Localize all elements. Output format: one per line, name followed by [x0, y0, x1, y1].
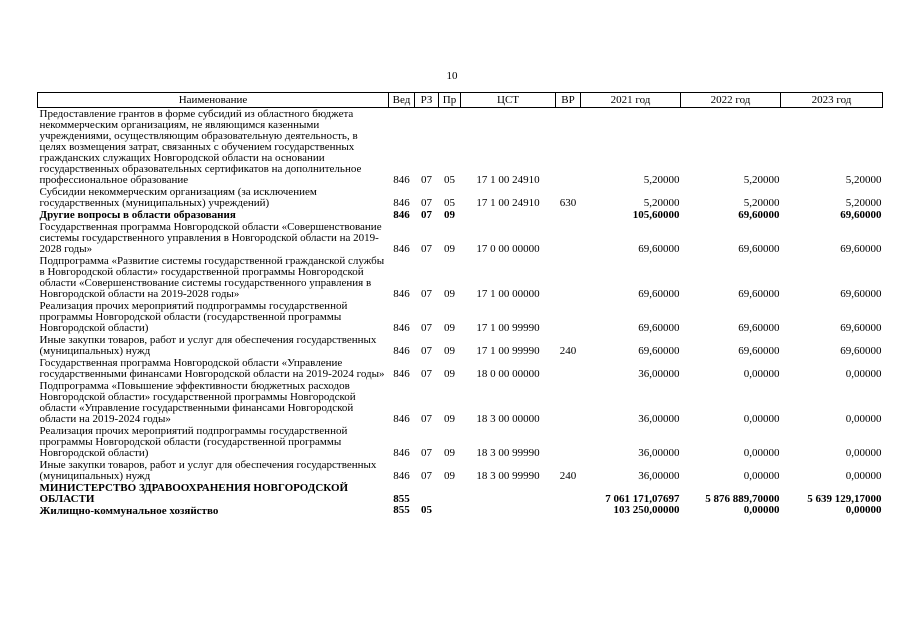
- row-amount-2021: 69,60000: [638, 288, 680, 300]
- row-pr: 09: [444, 322, 455, 334]
- row-name: Иные закупки товаров, работ и услуг для обеспечения государственных (муниципальных) нужд: [39, 459, 377, 482]
- row-rz: 07: [421, 243, 432, 255]
- table-row: [38, 334, 883, 357]
- col-header-2021: 2021 год: [581, 93, 681, 108]
- row-name: Реализация прочих мероприятий подпрограммы государственной программы Новгородской области (государственной программы Новгородской области): [39, 300, 348, 334]
- row-amount-2021: 5,20000: [643, 197, 680, 209]
- row-ved: 846: [393, 368, 410, 380]
- row-rz: 07: [421, 322, 432, 334]
- row-cst: 17 0 00 00000: [476, 243, 540, 255]
- row-rz: 07: [421, 368, 432, 380]
- row-amount-2023: 0,00000: [845, 470, 882, 482]
- row-name: Субсидии некоммерческим организациям (за исключением государственных (муниципальных) учреждений): [39, 186, 317, 209]
- row-amount-2021: 69,60000: [638, 243, 680, 255]
- row-name: Государственная программа Новгородской области «Управление государственными финансами Новгородской области на 2019-2024 годы»: [39, 357, 385, 380]
- row-ved: 846: [393, 413, 410, 425]
- row-pr: 09: [444, 209, 455, 221]
- row-amount-2023: 69,60000: [840, 209, 882, 221]
- row-ved: 846: [393, 174, 410, 186]
- row-pr: 09: [444, 243, 455, 255]
- row-amount-2021: 36,00000: [638, 413, 680, 425]
- row-pr: 09: [444, 470, 455, 482]
- col-header-pr: Пр: [439, 93, 461, 108]
- table-row: [38, 425, 883, 459]
- table-row: [38, 482, 883, 505]
- row-amount-2023: 69,60000: [840, 243, 882, 255]
- row-amount-2021: 36,00000: [638, 447, 680, 459]
- row-name: Государственная программа Новгородской области «Совершенствование системы государственного управления в Новгородской области на 2019-2028 годы»: [39, 221, 382, 255]
- row-amount-2022: 69,60000: [738, 322, 780, 334]
- row-amount-2022: 5,20000: [743, 174, 780, 186]
- row-ved: 846: [393, 197, 410, 209]
- row-amount-2021: 36,00000: [638, 368, 680, 380]
- row-vr: [556, 108, 581, 187]
- row-rz: 05: [421, 504, 432, 516]
- row-amount-2023: 69,60000: [840, 288, 882, 300]
- table-row: [38, 186, 883, 209]
- budget-table: [37, 92, 883, 517]
- row-name: Подпрограмма «Развитие системы государственной гражданской службы в Новгородской области» государственной программы Новгородской области «Совершенствование системы государственного управления в Новгородской области на 2019-2028 годы»: [39, 255, 385, 300]
- table-row: [38, 221, 883, 255]
- col-header-2022: 2022 год: [681, 93, 781, 108]
- row-cst: 18 3 00 99990: [476, 470, 540, 482]
- row-name: Подпрограмма «Повышение эффективности бюджетных расходов Новгородской области» государственной программы Новгородской области «Управление государственными финансами Новгородской области на 2019-2024 годы»: [39, 380, 356, 425]
- row-rz: 07: [421, 197, 432, 209]
- row-amount-2021: 7 061 171,07697: [605, 493, 680, 505]
- row-amount-2022: 0,00000: [743, 447, 780, 459]
- col-header-rz: РЗ: [415, 93, 439, 108]
- row-vr: [556, 255, 581, 300]
- row-cst: [461, 482, 556, 505]
- table-row: [38, 459, 883, 482]
- col-header-cst: ЦСТ: [461, 93, 556, 108]
- row-rz: 07: [421, 447, 432, 459]
- row-amount-2023: 0,00000: [845, 413, 882, 425]
- row-amount-2023: 0,00000: [845, 447, 882, 459]
- row-pr: 09: [444, 447, 455, 459]
- row-pr: 05: [444, 197, 455, 209]
- row-ved: 846: [393, 322, 410, 334]
- col-header-name: Наименование: [38, 93, 389, 108]
- row-vr: [556, 505, 581, 517]
- col-header-ved: Вед: [389, 93, 415, 108]
- row-vr: [556, 300, 581, 334]
- row-amount-2022: 69,60000: [738, 288, 780, 300]
- row-cst: 18 0 00 00000: [476, 368, 540, 380]
- row-pr: 09: [444, 345, 455, 357]
- row-amount-2023: 5 639 129,17000: [807, 493, 882, 505]
- row-vr: [556, 380, 581, 425]
- table-row: [38, 380, 883, 425]
- row-pr: 05: [444, 174, 455, 186]
- row-ved: 846: [393, 288, 410, 300]
- row-ved: 846: [393, 470, 410, 482]
- row-amount-2021: 105,60000: [632, 209, 680, 221]
- row-pr: 09: [444, 413, 455, 425]
- row-amount-2022: 0,00000: [743, 413, 780, 425]
- row-pr: 09: [444, 368, 455, 380]
- row-amount-2023: 69,60000: [840, 345, 882, 357]
- row-amount-2023: 5,20000: [845, 197, 882, 209]
- col-header-vr: ВР: [556, 93, 581, 108]
- row-vr: [556, 482, 581, 505]
- row-ved: 846: [393, 243, 410, 255]
- row-name: Иные закупки товаров, работ и услуг для обеспечения государственных (муниципальных) нужд: [39, 334, 377, 357]
- row-rz: 07: [421, 174, 432, 186]
- row-rz: 07: [421, 209, 432, 221]
- row-amount-2023: 69,60000: [840, 322, 882, 334]
- row-name: Другие вопросы в области образования: [39, 209, 236, 221]
- row-rz: [415, 482, 439, 505]
- row-cst: 17 1 00 24910: [476, 197, 540, 209]
- row-cst: 17 1 00 99990: [476, 345, 540, 357]
- row-amount-2022: 5,20000: [743, 197, 780, 209]
- row-cst: 17 1 00 24910: [476, 174, 540, 186]
- row-ved: 855: [393, 504, 410, 516]
- row-vr: 630: [559, 197, 577, 209]
- table-header-row: [38, 93, 883, 108]
- row-rz: 07: [421, 345, 432, 357]
- row-cst: 18 3 00 99990: [476, 447, 540, 459]
- row-amount-2022: 69,60000: [738, 345, 780, 357]
- row-vr: [556, 221, 581, 255]
- row-vr: 240: [559, 470, 577, 482]
- row-amount-2023: 0,00000: [845, 504, 882, 516]
- table-row: [38, 357, 883, 380]
- table-row: [38, 209, 883, 221]
- row-amount-2023: 5,20000: [845, 174, 882, 186]
- row-name: Предоставление грантов в форме субсидий из областного бюджета некоммерческим организациям, не являющимся казенными учреждениями, осуществляющим образовательную деятельность, в целях возмещения затрат, связанных с обучением государственных гражданских служащих Новгородской области на основании государственных образовательных сертификатов на дополнительное профессиональное образование: [39, 108, 362, 186]
- row-cst: 17 1 00 00000: [476, 288, 540, 300]
- row-ved: 846: [393, 447, 410, 459]
- row-amount-2021: 69,60000: [638, 345, 680, 357]
- row-amount-2022: 69,60000: [738, 243, 780, 255]
- row-cst: [461, 505, 556, 517]
- table-row: [38, 255, 883, 300]
- row-pr: [439, 505, 461, 517]
- table-row: [38, 505, 883, 517]
- row-vr: [556, 425, 581, 459]
- row-cst: 17 1 00 99990: [476, 322, 540, 334]
- row-amount-2023: 0,00000: [845, 368, 882, 380]
- row-ved: 846: [393, 345, 410, 357]
- table-row: [38, 108, 883, 187]
- row-name: Реализация прочих мероприятий подпрограммы государственной программы Новгородской области (государственной программы Новгородской области): [39, 425, 348, 459]
- row-amount-2022: 69,60000: [738, 209, 780, 221]
- col-header-2023: 2023 год: [781, 93, 883, 108]
- row-amount-2021: 103 250,00000: [613, 504, 680, 516]
- row-ved: 855: [393, 493, 410, 505]
- row-cst: [461, 209, 556, 221]
- row-amount-2022: 5 876 889,70000: [705, 493, 780, 505]
- row-rz: 07: [421, 288, 432, 300]
- row-amount-2021: 5,20000: [643, 174, 680, 186]
- row-name: Жилищно-коммунальное хозяйство: [39, 505, 219, 517]
- row-rz: 07: [421, 470, 432, 482]
- row-cst: 18 3 00 00000: [476, 413, 540, 425]
- row-vr: [556, 357, 581, 380]
- row-amount-2022: 0,00000: [743, 470, 780, 482]
- row-vr: [556, 209, 581, 221]
- row-rz: 07: [421, 413, 432, 425]
- row-amount-2021: 36,00000: [638, 470, 680, 482]
- row-vr: 240: [559, 345, 577, 357]
- row-ved: 846: [393, 209, 410, 221]
- table-row: [38, 300, 883, 334]
- row-name: МИНИСТЕРСТВО ЗДРАВООХРАНЕНИЯ НОВГОРОДСКОЙ ОБЛАСТИ: [39, 482, 349, 505]
- page-number: 10: [446, 70, 458, 82]
- row-pr: 09: [444, 288, 455, 300]
- row-amount-2022: 0,00000: [743, 504, 780, 516]
- row-amount-2022: 0,00000: [743, 368, 780, 380]
- row-pr: [439, 482, 461, 505]
- row-amount-2021: 69,60000: [638, 322, 680, 334]
